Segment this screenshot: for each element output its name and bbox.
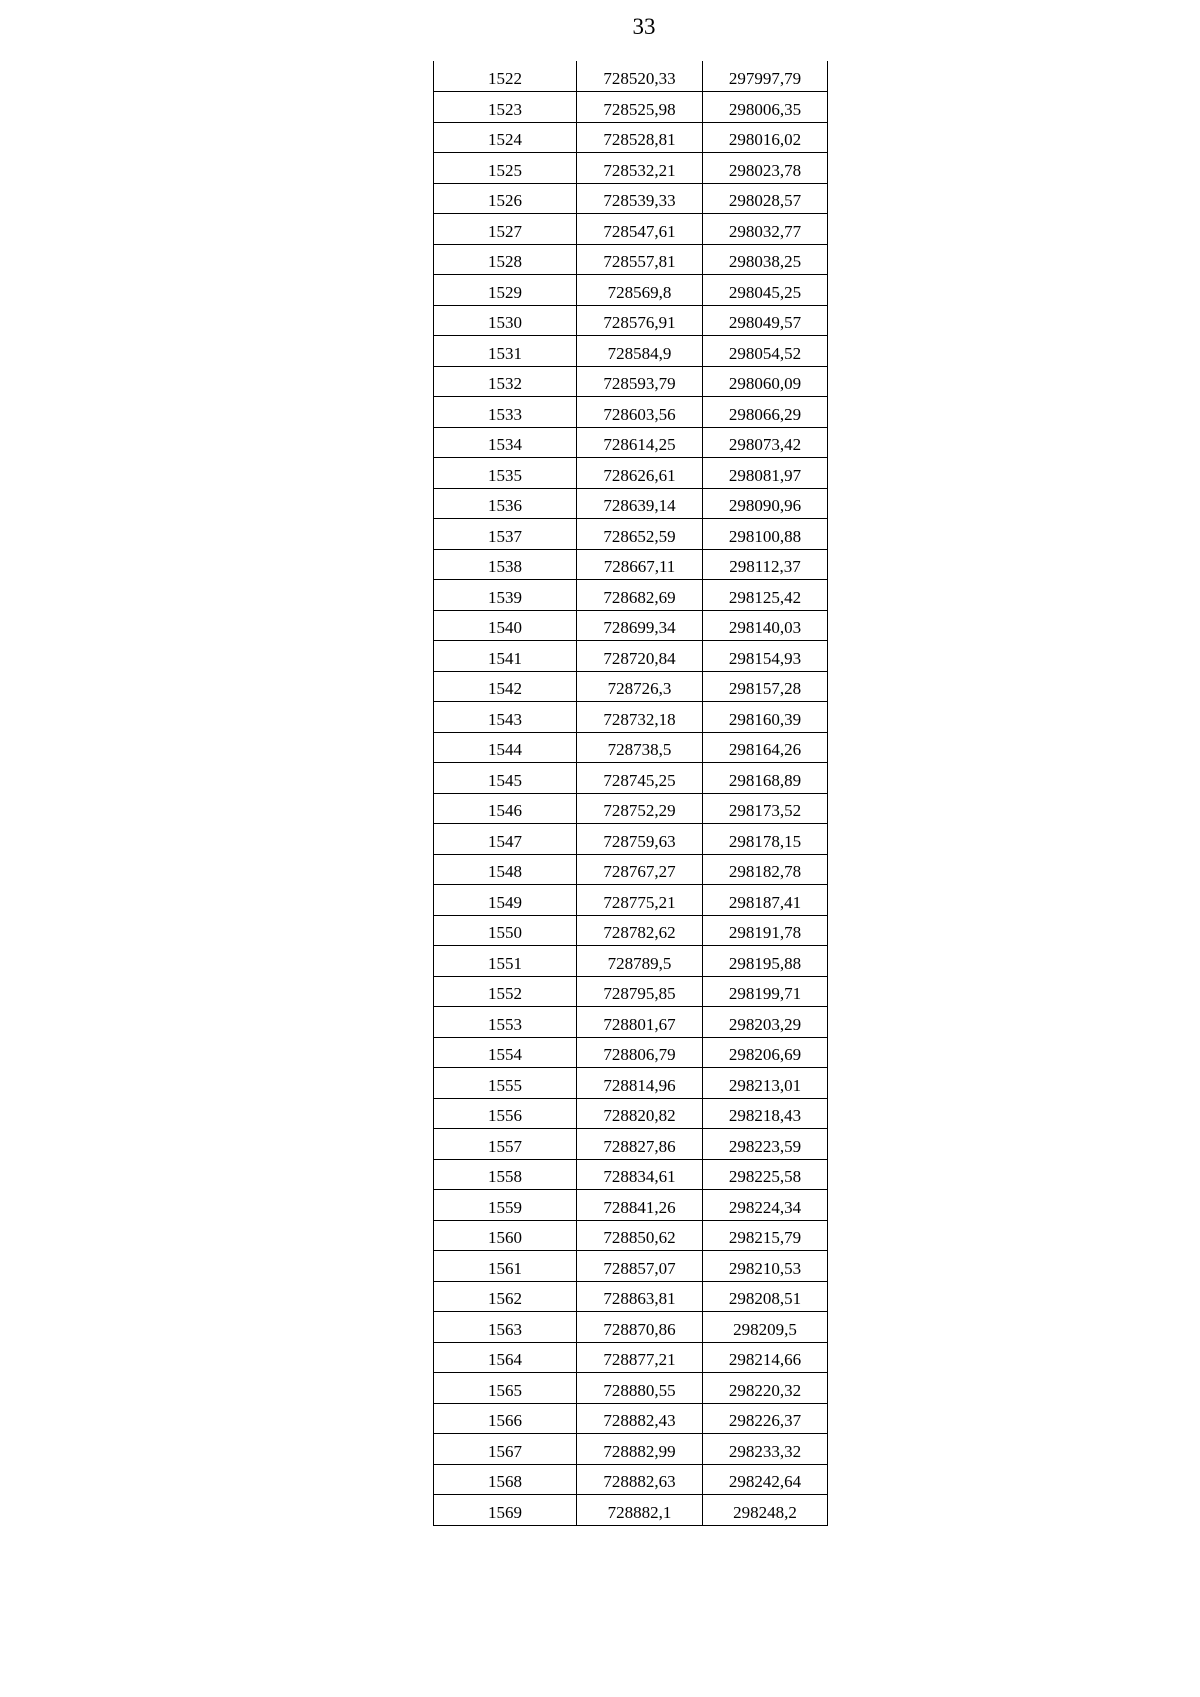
table-row — [434, 458, 828, 489]
table-row — [434, 1068, 828, 1099]
x-coordinate-cell: 728882,63 — [577, 1464, 703, 1495]
point-number-cell: 1546 — [434, 793, 577, 824]
y-coordinate-cell: 298157,28 — [703, 671, 828, 702]
x-coordinate-cell: 728882,1 — [577, 1495, 703, 1526]
point-number-cell: 1562 — [434, 1281, 577, 1312]
x-coordinate-cell: 728614,25 — [577, 427, 703, 458]
y-coordinate-cell: 298032,77 — [703, 214, 828, 245]
y-coordinate-cell: 298218,43 — [703, 1098, 828, 1129]
table-row — [434, 519, 828, 550]
table-row — [434, 244, 828, 275]
point-number-cell: 1557 — [434, 1129, 577, 1160]
x-coordinate-cell: 728667,11 — [577, 549, 703, 580]
y-coordinate-cell: 298016,02 — [703, 122, 828, 153]
point-number-cell: 1553 — [434, 1007, 577, 1038]
point-number-cell: 1543 — [434, 702, 577, 733]
y-coordinate-cell: 298100,88 — [703, 519, 828, 550]
x-coordinate-cell: 728789,5 — [577, 946, 703, 977]
x-coordinate-cell: 728520,33 — [577, 61, 703, 92]
y-coordinate-cell: 298248,2 — [703, 1495, 828, 1526]
point-number-cell: 1554 — [434, 1037, 577, 1068]
x-coordinate-cell: 728752,29 — [577, 793, 703, 824]
x-coordinate-cell: 728827,86 — [577, 1129, 703, 1160]
table-row — [434, 732, 828, 763]
x-coordinate-cell: 728782,62 — [577, 915, 703, 946]
y-coordinate-cell: 298006,35 — [703, 92, 828, 123]
table-row — [434, 1007, 828, 1038]
x-coordinate-cell: 728841,26 — [577, 1190, 703, 1221]
x-coordinate-cell: 728882,43 — [577, 1403, 703, 1434]
x-coordinate-cell: 728584,9 — [577, 336, 703, 367]
x-coordinate-cell: 728801,67 — [577, 1007, 703, 1038]
y-coordinate-cell: 298125,42 — [703, 580, 828, 611]
point-number-cell: 1535 — [434, 458, 577, 489]
table-row — [434, 885, 828, 916]
x-coordinate-cell: 728626,61 — [577, 458, 703, 489]
point-number-cell: 1558 — [434, 1159, 577, 1190]
x-coordinate-cell: 728539,33 — [577, 183, 703, 214]
x-coordinate-cell: 728834,61 — [577, 1159, 703, 1190]
point-number-cell: 1539 — [434, 580, 577, 611]
table-row — [434, 214, 828, 245]
table-row — [434, 702, 828, 733]
y-coordinate-cell: 298112,37 — [703, 549, 828, 580]
table-row — [434, 336, 828, 367]
point-number-cell: 1567 — [434, 1434, 577, 1465]
point-number-cell: 1530 — [434, 305, 577, 336]
table-row — [434, 915, 828, 946]
table-row — [434, 1190, 828, 1221]
table-row — [434, 397, 828, 428]
x-coordinate-cell: 728775,21 — [577, 885, 703, 916]
point-number-cell: 1550 — [434, 915, 577, 946]
table-row — [434, 824, 828, 855]
point-number-cell: 1523 — [434, 92, 577, 123]
x-coordinate-cell: 728557,81 — [577, 244, 703, 275]
x-coordinate-cell: 728820,82 — [577, 1098, 703, 1129]
point-number-cell: 1524 — [434, 122, 577, 153]
y-coordinate-cell: 298049,57 — [703, 305, 828, 336]
x-coordinate-cell: 728593,79 — [577, 366, 703, 397]
y-coordinate-cell: 298214,66 — [703, 1342, 828, 1373]
y-coordinate-cell: 298081,97 — [703, 458, 828, 489]
point-number-cell: 1528 — [434, 244, 577, 275]
table-row — [434, 1373, 828, 1404]
x-coordinate-cell: 728877,21 — [577, 1342, 703, 1373]
point-number-cell: 1542 — [434, 671, 577, 702]
point-number-cell: 1527 — [434, 214, 577, 245]
point-number-cell: 1536 — [434, 488, 577, 519]
point-number-cell: 1566 — [434, 1403, 577, 1434]
table-row — [434, 793, 828, 824]
point-number-cell: 1547 — [434, 824, 577, 855]
y-coordinate-cell: 298206,69 — [703, 1037, 828, 1068]
table-row — [434, 488, 828, 519]
table-row — [434, 1251, 828, 1282]
point-number-cell: 1538 — [434, 549, 577, 580]
x-coordinate-cell: 728699,34 — [577, 610, 703, 641]
point-number-cell: 1556 — [434, 1098, 577, 1129]
x-coordinate-cell: 728857,07 — [577, 1251, 703, 1282]
y-coordinate-cell: 298038,25 — [703, 244, 828, 275]
y-coordinate-cell: 298208,51 — [703, 1281, 828, 1312]
point-number-cell: 1540 — [434, 610, 577, 641]
point-number-cell: 1545 — [434, 763, 577, 794]
x-coordinate-cell: 728576,91 — [577, 305, 703, 336]
table-row — [434, 1495, 828, 1526]
x-coordinate-cell: 728720,84 — [577, 641, 703, 672]
table-row — [434, 580, 828, 611]
table-row — [434, 610, 828, 641]
x-coordinate-cell: 728738,5 — [577, 732, 703, 763]
point-number-cell: 1522 — [434, 61, 577, 92]
x-coordinate-cell: 728547,61 — [577, 214, 703, 245]
y-coordinate-cell: 298220,32 — [703, 1373, 828, 1404]
point-number-cell: 1568 — [434, 1464, 577, 1495]
x-coordinate-cell: 728759,63 — [577, 824, 703, 855]
x-coordinate-cell: 728863,81 — [577, 1281, 703, 1312]
table-row — [434, 1312, 828, 1343]
table-row — [434, 1220, 828, 1251]
point-number-cell: 1532 — [434, 366, 577, 397]
x-coordinate-cell: 728795,85 — [577, 976, 703, 1007]
x-coordinate-cell: 728569,8 — [577, 275, 703, 306]
x-coordinate-cell: 728639,14 — [577, 488, 703, 519]
table-row — [434, 1434, 828, 1465]
table-row — [434, 1464, 828, 1495]
point-number-cell: 1544 — [434, 732, 577, 763]
y-coordinate-cell: 298164,26 — [703, 732, 828, 763]
y-coordinate-cell: 298060,09 — [703, 366, 828, 397]
point-number-cell: 1565 — [434, 1373, 577, 1404]
x-coordinate-cell: 728525,98 — [577, 92, 703, 123]
point-number-cell: 1529 — [434, 275, 577, 306]
x-coordinate-cell: 728767,27 — [577, 854, 703, 885]
y-coordinate-cell: 298187,41 — [703, 885, 828, 916]
table-row — [434, 1098, 828, 1129]
table-row — [434, 671, 828, 702]
x-coordinate-cell: 728652,59 — [577, 519, 703, 550]
x-coordinate-cell: 728682,69 — [577, 580, 703, 611]
point-number-cell: 1549 — [434, 885, 577, 916]
point-number-cell: 1533 — [434, 397, 577, 428]
y-coordinate-cell: 298191,78 — [703, 915, 828, 946]
y-coordinate-cell: 298173,52 — [703, 793, 828, 824]
table-row — [434, 92, 828, 123]
y-coordinate-cell: 298090,96 — [703, 488, 828, 519]
table-row — [434, 946, 828, 977]
table-row — [434, 549, 828, 580]
point-number-cell: 1561 — [434, 1251, 577, 1282]
x-coordinate-cell: 728732,18 — [577, 702, 703, 733]
x-coordinate-cell: 728870,86 — [577, 1312, 703, 1343]
table-row — [434, 61, 828, 92]
page-number: 33 — [632, 14, 656, 39]
y-coordinate-cell: 298045,25 — [703, 275, 828, 306]
y-coordinate-cell: 298168,89 — [703, 763, 828, 794]
y-coordinate-cell: 298233,32 — [703, 1434, 828, 1465]
coordinates-table — [433, 61, 828, 1526]
y-coordinate-cell: 298195,88 — [703, 946, 828, 977]
point-number-cell: 1537 — [434, 519, 577, 550]
table-row — [434, 763, 828, 794]
y-coordinate-cell: 298210,53 — [703, 1251, 828, 1282]
x-coordinate-cell: 728532,21 — [577, 153, 703, 184]
y-coordinate-cell: 298154,93 — [703, 641, 828, 672]
y-coordinate-cell: 298213,01 — [703, 1068, 828, 1099]
table-row — [434, 854, 828, 885]
y-coordinate-cell: 298066,29 — [703, 397, 828, 428]
point-number-cell: 1525 — [434, 153, 577, 184]
point-number-cell: 1564 — [434, 1342, 577, 1373]
y-coordinate-cell: 298215,79 — [703, 1220, 828, 1251]
y-coordinate-cell: 298028,57 — [703, 183, 828, 214]
y-coordinate-cell: 298203,29 — [703, 1007, 828, 1038]
y-coordinate-cell: 298160,39 — [703, 702, 828, 733]
y-coordinate-cell: 298178,15 — [703, 824, 828, 855]
table-row — [434, 1129, 828, 1160]
y-coordinate-cell: 298182,78 — [703, 854, 828, 885]
table-row — [434, 366, 828, 397]
table-body — [434, 61, 828, 1525]
point-number-cell: 1531 — [434, 336, 577, 367]
y-coordinate-cell: 297997,79 — [703, 61, 828, 92]
table-row — [434, 153, 828, 184]
table-row — [434, 1403, 828, 1434]
x-coordinate-cell: 728726,3 — [577, 671, 703, 702]
x-coordinate-cell: 728850,62 — [577, 1220, 703, 1251]
point-number-cell: 1563 — [434, 1312, 577, 1343]
x-coordinate-cell: 728745,25 — [577, 763, 703, 794]
point-number-cell: 1551 — [434, 946, 577, 977]
y-coordinate-cell: 298224,34 — [703, 1190, 828, 1221]
y-coordinate-cell: 298073,42 — [703, 427, 828, 458]
point-number-cell: 1559 — [434, 1190, 577, 1221]
point-number-cell: 1526 — [434, 183, 577, 214]
y-coordinate-cell: 298225,58 — [703, 1159, 828, 1190]
table-row — [434, 1281, 828, 1312]
point-number-cell: 1534 — [434, 427, 577, 458]
point-number-cell: 1548 — [434, 854, 577, 885]
y-coordinate-cell: 298226,37 — [703, 1403, 828, 1434]
x-coordinate-cell: 728880,55 — [577, 1373, 703, 1404]
y-coordinate-cell: 298242,64 — [703, 1464, 828, 1495]
table-row — [434, 1342, 828, 1373]
x-coordinate-cell: 728814,96 — [577, 1068, 703, 1099]
table-row — [434, 183, 828, 214]
point-number-cell: 1569 — [434, 1495, 577, 1526]
point-number-cell: 1552 — [434, 976, 577, 1007]
table-row — [434, 305, 828, 336]
x-coordinate-cell: 728528,81 — [577, 122, 703, 153]
y-coordinate-cell: 298199,71 — [703, 976, 828, 1007]
table-row — [434, 1037, 828, 1068]
x-coordinate-cell: 728882,99 — [577, 1434, 703, 1465]
y-coordinate-cell: 298223,59 — [703, 1129, 828, 1160]
table-row — [434, 122, 828, 153]
y-coordinate-cell: 298054,52 — [703, 336, 828, 367]
table-row — [434, 427, 828, 458]
y-coordinate-cell: 298209,5 — [703, 1312, 828, 1343]
table-row — [434, 641, 828, 672]
table-row — [434, 976, 828, 1007]
table-row — [434, 275, 828, 306]
y-coordinate-cell: 298140,03 — [703, 610, 828, 641]
point-number-cell: 1555 — [434, 1068, 577, 1099]
point-number-cell: 1560 — [434, 1220, 577, 1251]
x-coordinate-cell: 728603,56 — [577, 397, 703, 428]
x-coordinate-cell: 728806,79 — [577, 1037, 703, 1068]
table-row — [434, 1159, 828, 1190]
y-coordinate-cell: 298023,78 — [703, 153, 828, 184]
point-number-cell: 1541 — [434, 641, 577, 672]
